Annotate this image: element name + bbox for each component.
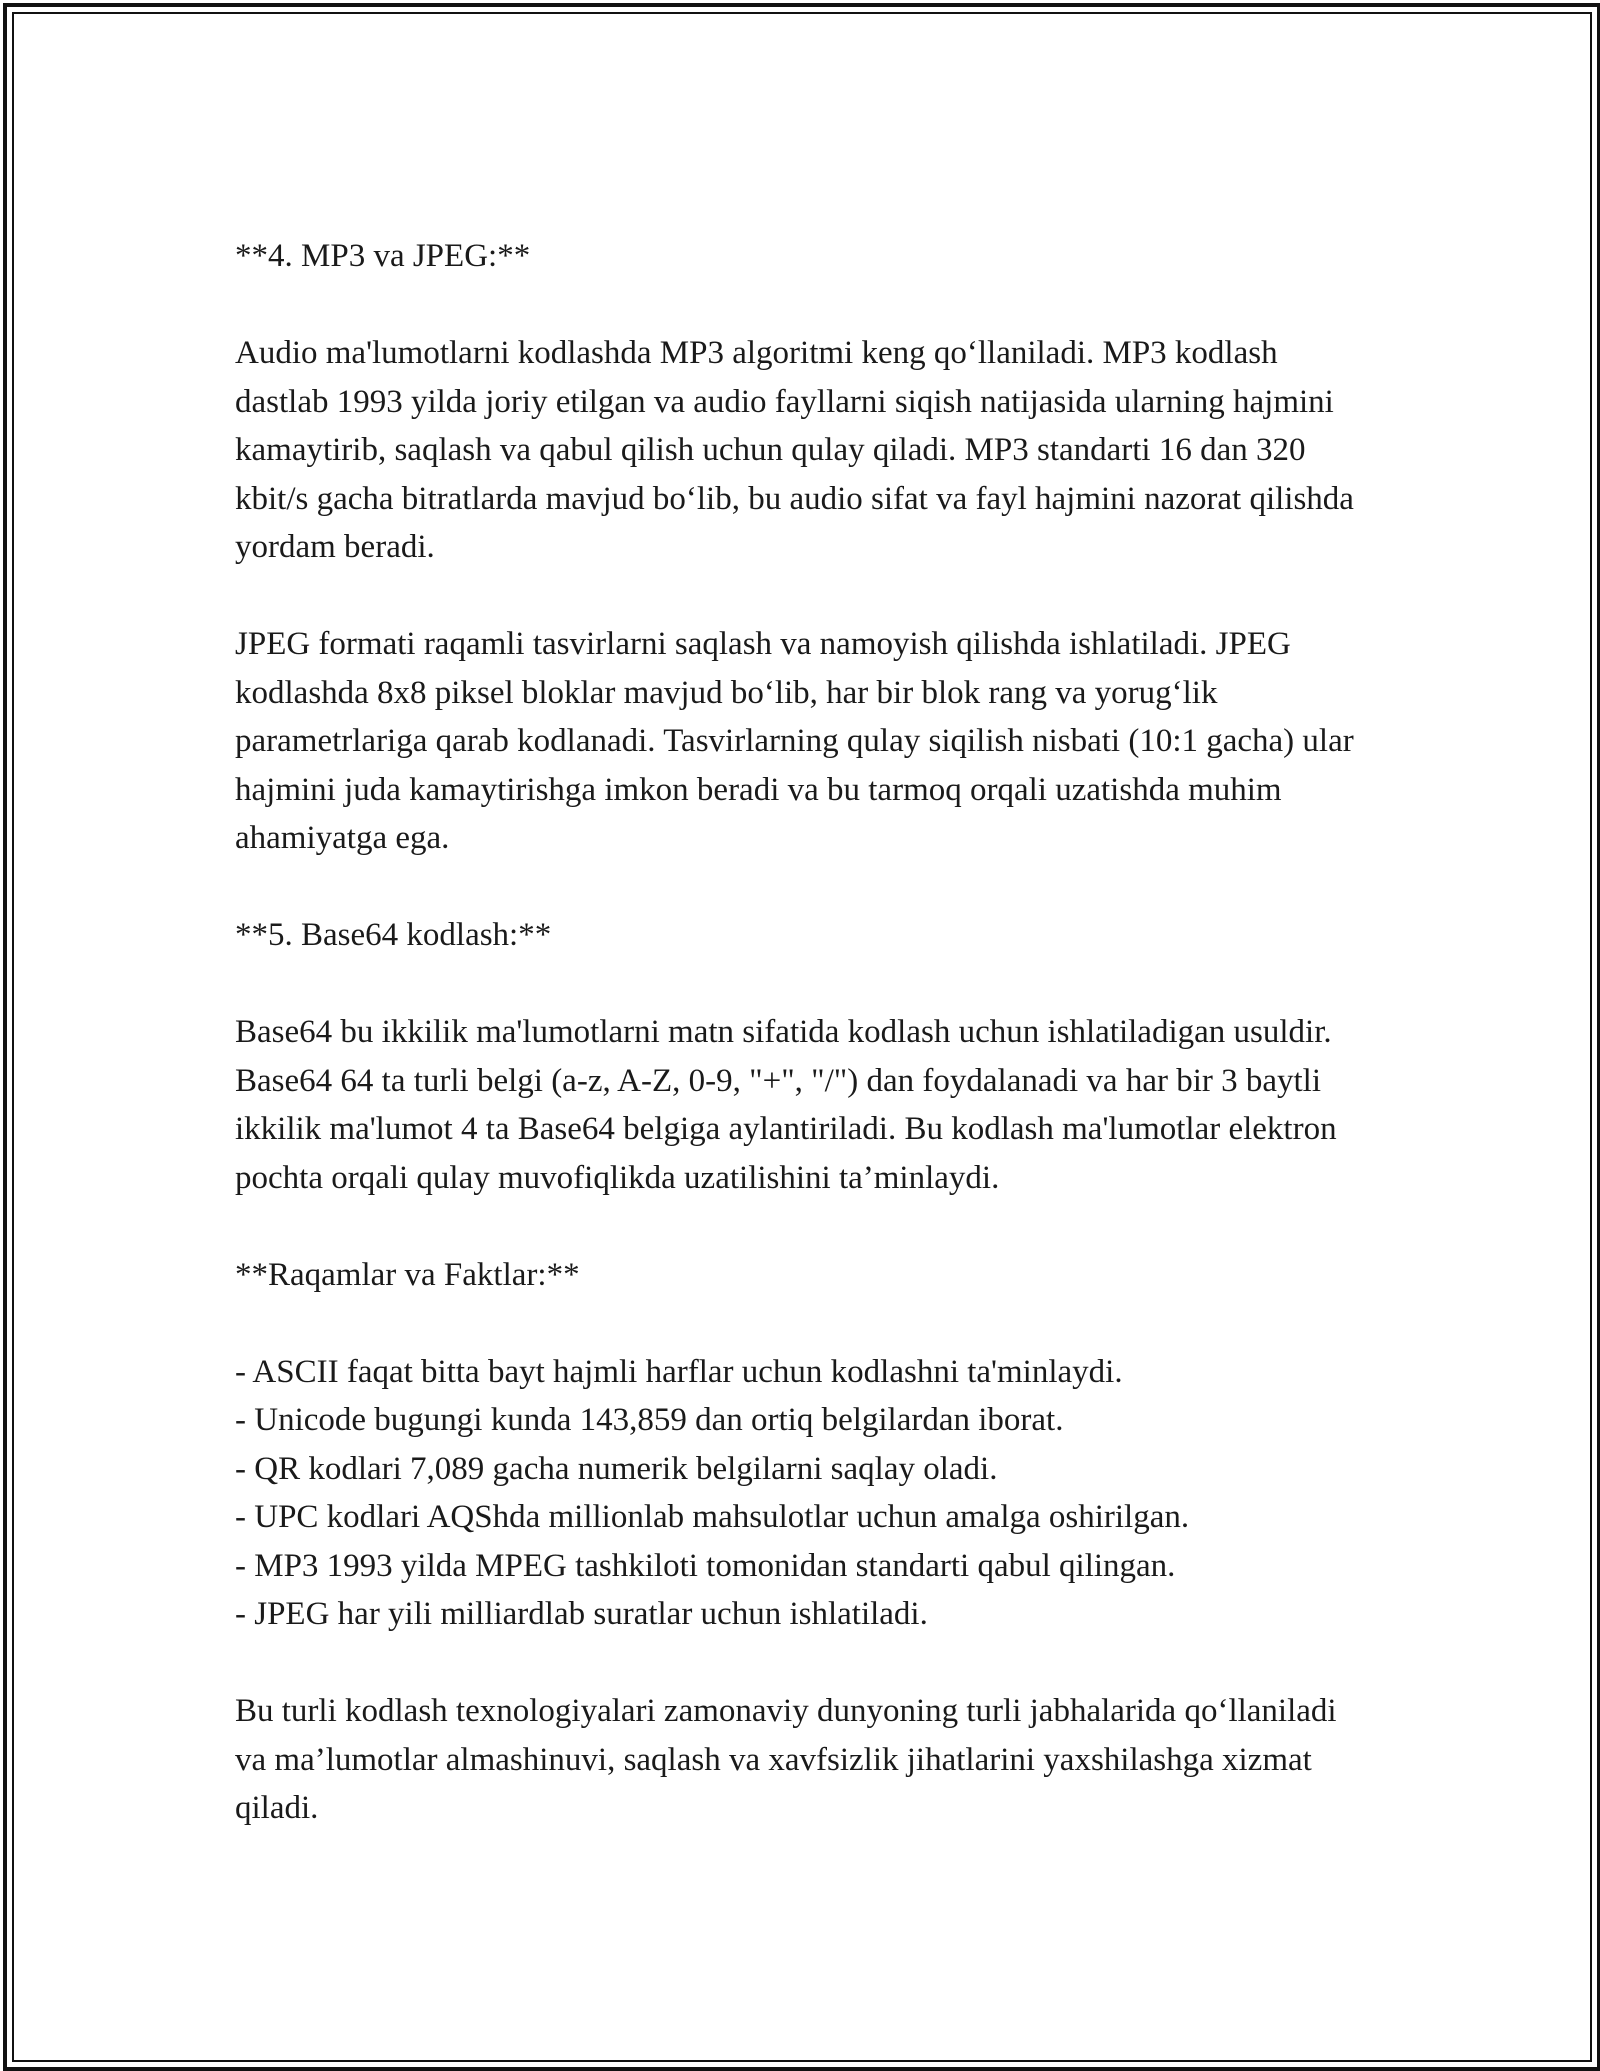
paragraph-mp3: Audio ma'lumotlarni kodlashda MP3 algoritmi keng qo‘llaniladi. MP3 kodlash dastlab 1993 yilda joriy etilgan va audio fayllarni siqish natijasida ularning hajmini kamaytirib, saqlash va qabul qilish uchun qulay qiladi. MP3 standarti 16 dan 320 kbit/s gacha bitratlarda mavjud bo‘lib, bu audio sifat va fayl hajmini nazorat qilishda yordam beradi. xyxy=(235,335,1354,565)
paragraph-conclusion: Bu turli kodlash texnologiyalari zamonaviy dunyoning turli jabhalarida qo‘llaniladi va ma’lumotlar almashinuvi, saqlash va xavfsizlik jihatlarini yaxshilashga xizmat qiladi. xyxy=(235,1693,1337,1826)
paragraph-jpeg: JPEG formati raqamli tasvirlarni saqlash va namoyish qilishda ishlatiladi. JPEG kodlashda 8x8 piksel bloklar mavjud bo‘lib, har bir blok rang va yorug‘lik parametrlariga qarab kodlanadi. Tasvirlarning qulay siqilish nisbati (10:1 gacha) ular hajmini juda kamaytirishga imkon beradi va bu tarmoq orqali uzatishda muhim ahamiyatga ega. xyxy=(235,626,1354,856)
list-item: - QR kodlari 7,089 gacha numerik belgilarni saqlay oladi. xyxy=(235,1450,998,1487)
section-heading-base64: **5. Base64 kodlash:** xyxy=(235,917,552,953)
list-item: - MP3 1993 yilda MPEG tashkiloti tomonidan standarti qabul qilingan. xyxy=(235,1547,1176,1584)
section-heading-mp3-jpeg: **4. MP3 va JPEG:** xyxy=(235,238,531,274)
paragraph-base64: Base64 bu ikkilik ma'lumotlarni matn sifatida kodlash uchun ishlatiladigan usuldir. Base64 64 ta turli belgi (a-z, A-Z, 0-9, "+", "/") dan foydalanadi va har bir 3 baytli ikkilik ma'lumot 4 ta Base64 belgiga aylantiriladi. Bu kodlash ma'lumotlar elektron pochta orqali qulay muvofiqlikda uzatilishini ta’minlaydi. xyxy=(235,1014,1337,1196)
list-item: - ASCII faqat bitta bayt hajmli harflar uchun kodlashni ta'minlaydi. xyxy=(235,1353,1123,1390)
document-body xyxy=(235,232,1365,1881)
list-item: - Unicode bugungi kunda 143,859 dan ortiq belgilardan iborat. xyxy=(235,1402,1064,1438)
section-heading-facts: **Raqamlar va Faktlar:** xyxy=(235,1256,580,1293)
list-item: - JPEG har yili milliardlab suratlar uchun ishlatiladi. xyxy=(235,1596,928,1632)
list-item: - UPC kodlari AQShda millionlab mahsulotlar uchun amalga oshirilgan. xyxy=(235,1499,1190,1535)
facts-list xyxy=(235,1348,1365,1639)
